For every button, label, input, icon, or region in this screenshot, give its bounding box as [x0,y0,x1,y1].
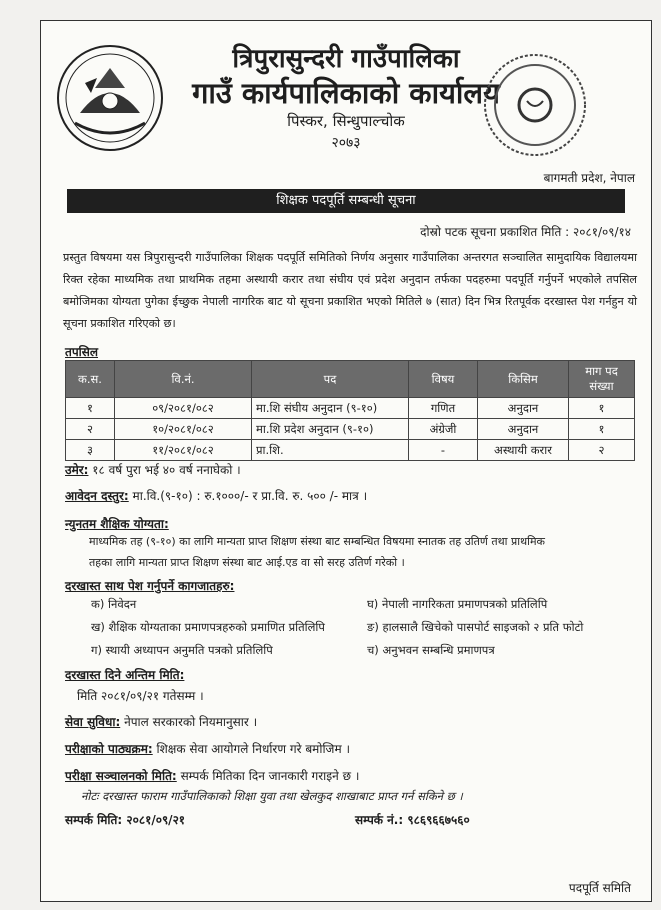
deadline-label: दरखास्त दिने अन्तिम मिति: [65,668,185,682]
age-text: १८ वर्ष पुरा भई ४० वर्ष ननाघेको । [88,463,241,477]
table-row [66,398,635,419]
contact-number: सम्पर्क नं.: ९८६९६६७५६० [355,813,470,827]
cell-sn: १ [66,398,115,419]
established-year: २०७३ [331,135,361,151]
service-text: नेपाल सरकारको नियमानुसार । [120,715,258,729]
syllabus-label: परीक्षाको पाठ्यक्रम: [65,742,153,756]
cell-type: अनुदान [478,398,569,419]
fee-line [65,487,367,504]
notice-title-banner: शिक्षक पदपूर्ति सम्बन्धी सूचना [67,189,625,213]
publish-date: दोस्रो पटक सूचना प्रकाशित मिति : २०८१/०९/१४ [420,225,631,239]
documents-label: दरखास्त साथ पेश गर्नुपर्ने कागजातहरु: [65,579,235,593]
municipality-name: त्रिपुरासुन्दरी गाउँपालिका [232,44,460,74]
signature-committee: पदपूर्ति समिति [568,881,631,895]
cell-post: मा.शि प्रदेश अनुदान (९-१०) [252,419,409,440]
cell-type: अस्थायी करार [478,440,569,461]
cell-post: मा.शि संघीय अनुदान (९-१०) [252,398,409,419]
document-item: ख) शैक्षिक योग्यताका प्रमाणपत्रहरुको प्रमाणित प्रतिलिपि [91,620,325,634]
service-label: सेवा सुविधा: [65,715,121,729]
col-sn: क.स. [66,361,115,398]
exam-date-line [65,767,359,784]
col-subject: विषय [409,361,478,398]
schedule-label: तपसिल [65,345,99,359]
table-row [66,419,635,440]
fee-text: मा.वि.(९-१०) : रु.१०००/- र प्रा.वि. रु. ५०० /- मात्र । [128,489,368,503]
cell-subject: - [409,440,478,461]
office-address: पिस्कर, सिन्धुपाल्चोक [287,112,405,130]
cell-demand: १ [569,398,635,419]
document-item: ग) स्थायी अध्यापन अनुमति पत्रको प्रतिलिपि [91,643,273,657]
cell-type: अनुदान [478,419,569,440]
cell-subject: अंग्रेजी [409,419,478,440]
cell-sn: ३ [66,440,115,461]
col-demand: माग पद संख्या [569,361,635,398]
exam-date-label: परीक्षा सञ्चालनको मिति: [65,769,177,783]
document-item: क) निवेदन [91,597,137,611]
cell-adv-no: ११/२०८१/०८२ [115,440,252,461]
fee-label: आवेदन दस्तुर: [65,489,129,503]
contact-date: सम्पर्क मिति: २०८१/०९/२१ [65,813,186,827]
syllabus-line [65,740,350,757]
qualification-label: न्युनतम शैक्षिक योग्यता: [65,517,169,531]
notice-page [40,20,652,902]
age-line [65,461,241,478]
qualification-line2: तहका लागि मान्यता प्राप्त शिक्षण संस्था बाट आई.एड वा सो सरह उतिर्ण गरेको । [89,556,405,569]
cell-adv-no: १०/२०८१/०८२ [115,419,252,440]
office-name: गाउँ कार्यपालिकाको कार्यालय [192,76,500,110]
office-seal-stamp [481,51,589,159]
qualification-line1: माध्यमिक तह (९-१०) का लागि मान्यता प्राप्त शिक्षण संस्था बाट सम्बन्धित विषयमा स्नातक तह उतिर्ण तथा प्राथमिक [89,535,545,548]
service-line [65,713,257,730]
table-header-row [66,361,635,398]
deadline-text: मिति २०८१/०९/२१ गतेसम्म । [77,689,204,703]
col-adv-no: वि.नं. [115,361,252,398]
vacancy-table [65,360,635,461]
col-type: किसिम [478,361,569,398]
document-item: च) अनुभवन सम्बन्धि प्रमाणपत्र [367,643,495,657]
province-text: बागमती प्रदेश, नेपाल [543,171,635,185]
cell-subject: गणित [409,398,478,419]
cell-adv-no: ०९/२०८१/०८२ [115,398,252,419]
exam-date-text: सम्पर्क मितिका दिन जानकारी गराइने छ । [176,769,360,783]
document-item: घ) नेपाली नागरिकता प्रमाणपत्रको प्रतिलिपि [367,597,548,611]
table-row [66,440,635,461]
col-post: पद [252,361,409,398]
syllabus-text: शिक्षक सेवा आयोगले निर्धारण गरे बमोजिम । [152,742,351,756]
cell-post: प्रा.शि. [252,440,409,461]
intro-paragraph: प्रस्तुत विषयमा यस त्रिपुरासुन्दरी गाउँपालिका शिक्षक पदपूर्ति समितिको निर्णय अनुसार गाउँपालिका अन्तरगत सञ्चालित सामुदायिक विद्यालयमा रिक्त रहेका माध्यमिक तथा प्राथमिक तहमा अस्थायी करार तथा संघीय एवं प्रदेश अनुदान तर्फका पदहरुमा पदपूर्ति गर्नुपर्ने भएकोले तपसिल बमोजिमका योग्यता पुगेका ईच्छुक नेपाली नागरिक बाट यो सूचना प्रकाशित भएको मितिले ७ (सात) दिन भित्र रितपूर्वक दरखास्त पेश गर्नहुन यो सूचना प्रकाशित गरिएको छ। [63,251,637,330]
age-label: उमेर: [65,463,89,477]
form-note: नोटः दरखास्त फाराम गाउँपालिकाको शिक्षा युवा तथा खेलकुद शाखाबाट प्राप्त गर्न सकिने छ । [81,789,463,803]
cell-sn: २ [66,419,115,440]
cell-demand: २ [569,440,635,461]
document-item: ङ) हालसालै खिचेको पासपोर्ट साइजको २ प्रति फोटो [367,620,584,634]
cell-demand: १ [569,419,635,440]
